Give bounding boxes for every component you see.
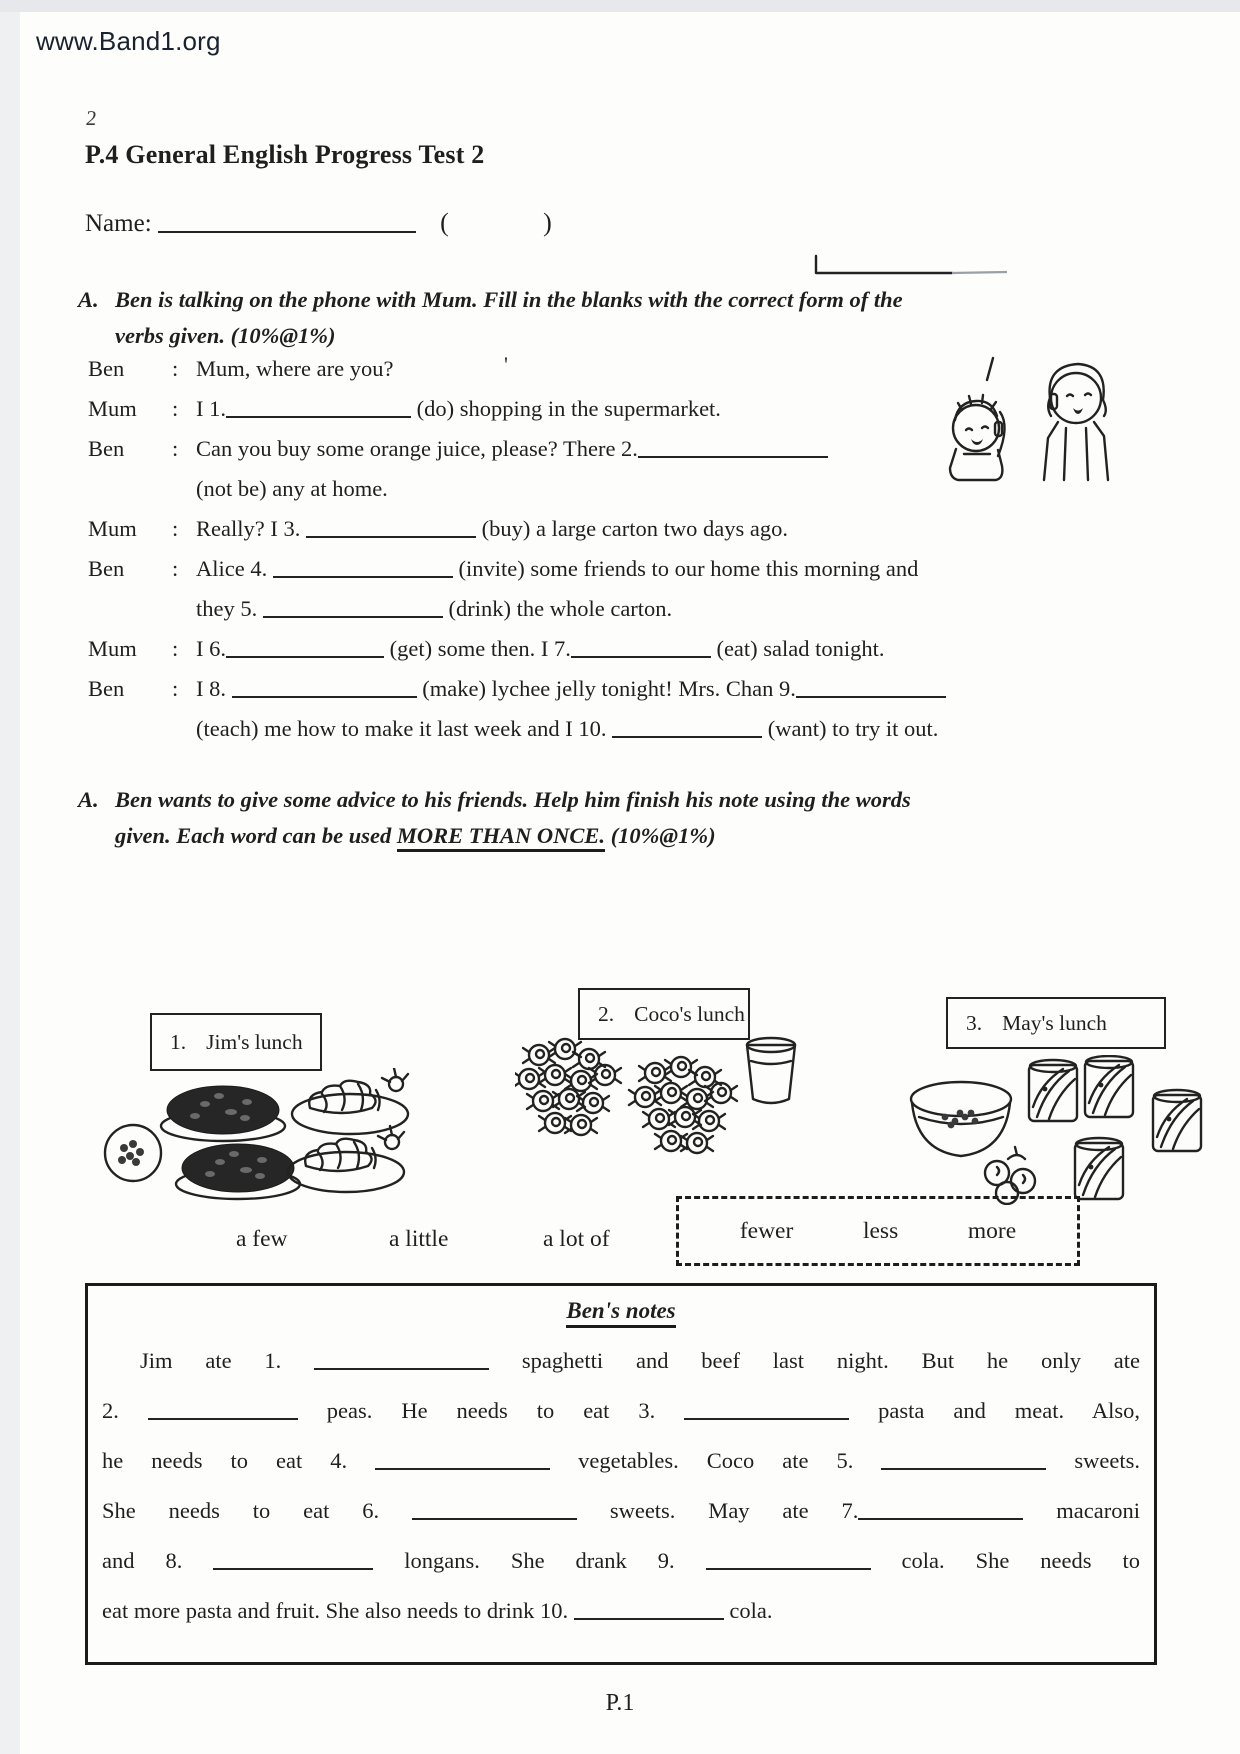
scan-edge-left	[0, 0, 20, 1754]
dialogue-row	[88, 716, 1118, 756]
dialogue-text	[196, 596, 1118, 622]
dialogue-row	[88, 596, 1118, 636]
page-number-mark: 2	[84, 106, 98, 130]
word-bank-word: a little	[389, 1226, 449, 1252]
section-a2-instructions	[78, 782, 1088, 854]
text-segment: pasta and meat. Also,	[849, 1398, 1141, 1423]
dialogue-row	[88, 516, 1118, 556]
site-url: www.Band1.org	[36, 26, 221, 56]
fill-in-blank-line	[375, 1453, 550, 1470]
text-segment: (get) some then. I 7.	[384, 636, 571, 661]
jims-lunch-label-box	[150, 1013, 322, 1071]
text-segment: sweets.	[1046, 1448, 1140, 1473]
dialogue-speaker: Ben	[88, 556, 125, 581]
dialogue-colon: :	[172, 396, 179, 421]
text-segment: I 6.	[196, 636, 226, 661]
more-than-once-underlined: MORE THAN ONCE.	[397, 823, 605, 852]
dialogue-colon: :	[172, 556, 179, 581]
page-title: P.4 General English Progress Test 2	[85, 140, 485, 169]
text-segment: (eat) salad tonight.	[710, 636, 885, 661]
fill-in-blank-line	[706, 1553, 871, 1570]
text-segment: Jim ate 1.	[140, 1348, 315, 1373]
dialogue-speaker: Mum	[88, 396, 137, 421]
section-a2-line2-pre: given. Each word can be used	[115, 823, 397, 848]
boy-and-mum-on-phone-illustration	[938, 346, 1120, 484]
notes-line	[102, 1536, 1140, 1586]
cocos-lunch-number: 2.	[598, 1001, 615, 1026]
word-bank-word: a lot of	[543, 1226, 610, 1252]
dialogue-speaker: Ben	[88, 356, 125, 381]
fill-in-blank-line	[226, 401, 411, 418]
notes-line	[102, 1436, 1140, 1486]
fill-in-blank-line	[684, 1403, 849, 1420]
dialogue-colon: :	[172, 356, 179, 381]
class-paren-open: (	[440, 208, 449, 237]
dialogue-text	[196, 516, 1118, 542]
fill-in-blank-line	[314, 1353, 489, 1370]
mays-lunch-label-box	[946, 997, 1166, 1049]
text-segment: they 5.	[196, 596, 263, 621]
text-segment: Mum, where are you?	[196, 356, 394, 381]
text-segment: (do) shopping in the supermarket.	[411, 396, 721, 421]
text-segment: Alice 4.	[196, 556, 273, 581]
text-segment: (drink) the whole carton.	[442, 596, 673, 621]
fill-in-blank-line	[571, 641, 711, 658]
mays-lunch-text: May's lunch	[1002, 1010, 1107, 1035]
fill-in-blank-line	[858, 1503, 1023, 1520]
dialogue-colon: :	[172, 676, 179, 701]
jims-lunch-number: 1.	[170, 1029, 187, 1054]
dialogue-speaker: Ben	[88, 676, 125, 701]
name-label: Name:	[85, 210, 152, 237]
name-blank-line	[158, 216, 416, 233]
fill-in-blank-line	[306, 521, 476, 538]
dialogue-colon: :	[172, 436, 179, 461]
section-a1-label: A.	[78, 287, 99, 312]
text-segment: cola.	[723, 1598, 773, 1623]
dialogue-text	[196, 636, 1118, 662]
cocos-lunch-text: Coco's lunch	[634, 1001, 745, 1026]
jims-lunch-text: Jim's lunch	[206, 1029, 303, 1054]
name-field-row	[85, 208, 552, 238]
text-segment: macaroni	[1023, 1498, 1140, 1523]
word-bank-dashed-box	[676, 1196, 1080, 1266]
word-bank-word: a few	[236, 1226, 288, 1252]
text-segment: spaghetti and beef last night. But he only ate	[489, 1348, 1141, 1373]
dialogue-text	[196, 676, 1118, 702]
text-segment: longans. She drank 9.	[373, 1548, 706, 1573]
dialogue-speaker: Ben	[88, 436, 125, 461]
mays-lunch-number: 3.	[966, 1010, 983, 1035]
text-segment: cola. She needs to	[870, 1548, 1140, 1573]
section-a1-line2: verbs given. (10%@1%)	[115, 323, 336, 348]
text-segment: I 8.	[196, 676, 232, 701]
notes-line	[102, 1336, 1140, 1386]
stray-scan-bracket-line	[812, 254, 1022, 280]
dialogue-colon: :	[172, 516, 179, 541]
text-segment: he needs to eat 4.	[102, 1448, 376, 1473]
section-a2-label: A.	[78, 787, 99, 812]
dialogue-colon: :	[172, 636, 179, 661]
fill-in-blank-line	[881, 1453, 1046, 1470]
stray-apostrophe-mark: '	[504, 352, 508, 377]
bens-notes-title	[88, 1298, 1154, 1324]
word-bank-word: more	[967, 1217, 1017, 1244]
notes-line	[102, 1586, 1140, 1636]
dialogue-row	[88, 676, 1118, 716]
text-segment: vegetables. Coco ate 5.	[550, 1448, 882, 1473]
dialogue-speaker: Mum	[88, 636, 137, 661]
dialogue-speaker: Mum	[88, 516, 137, 541]
fill-in-blank-line	[412, 1503, 577, 1520]
section-a2-line1: Ben wants to give some advice to his friends. Help him finish his note using the words	[115, 787, 911, 812]
text-segment: I 1.	[196, 396, 226, 421]
text-segment: (not be) any at home.	[196, 476, 388, 501]
cocos-lunch-illustration	[515, 1035, 805, 1165]
text-segment: (invite) some friends to our home this morning and	[452, 556, 919, 581]
word-bank-word: fewer	[739, 1217, 794, 1244]
jims-lunch-illustration	[78, 1068, 418, 1203]
bens-notes-box	[85, 1283, 1157, 1665]
mays-lunch-illustration	[905, 1055, 1205, 1205]
section-a1-instructions	[78, 282, 1088, 354]
notes-line	[102, 1386, 1140, 1436]
fill-in-blank-line	[273, 561, 453, 578]
text-segment: (make) lychee jelly tonight! Mrs. Chan 9.	[416, 676, 796, 701]
dialogue-text	[196, 716, 1118, 742]
scan-edge-top	[0, 0, 1240, 12]
fill-in-blank-line	[263, 601, 443, 618]
cocos-lunch-label-box	[578, 988, 750, 1040]
section-a2-line2-post: (10%@1%)	[605, 823, 716, 848]
text-segment: peas. He needs to eat 3.	[297, 1398, 685, 1423]
dialogue-row	[88, 636, 1118, 676]
fill-in-blank-line	[574, 1603, 724, 1620]
notes-line	[102, 1486, 1140, 1536]
bens-notes-body	[102, 1336, 1140, 1636]
fill-in-blank-line	[226, 641, 384, 658]
fill-in-blank-line	[796, 681, 946, 698]
dialogue-text	[196, 556, 1118, 582]
fill-in-blank-line	[148, 1403, 298, 1420]
class-paren-close: )	[543, 208, 552, 237]
section-a2-line2	[115, 818, 1088, 854]
text-segment: 2.	[102, 1398, 148, 1423]
text-segment: Can you buy some orange juice, please? There 2.	[196, 436, 638, 461]
text-segment: (buy) a large carton two days ago.	[475, 516, 788, 541]
text-segment: (teach) me how to make it last week and I 10.	[196, 716, 613, 741]
fill-in-blank-line	[213, 1553, 373, 1570]
bens-notes-title-text: Ben's notes	[566, 1298, 675, 1328]
text-segment: She needs to eat 6.	[102, 1498, 412, 1523]
word-bank-word: less	[862, 1217, 899, 1244]
text-segment: and 8.	[102, 1548, 214, 1573]
fill-in-blank-line	[638, 441, 828, 458]
text-segment: Really? I 3.	[196, 516, 306, 541]
page-footer-number: P.1	[605, 1690, 635, 1716]
text-segment: sweets. May ate 7.	[576, 1498, 859, 1523]
text-segment: eat more pasta and fruit. She also needs to drink 10.	[102, 1598, 574, 1623]
fill-in-blank-line	[612, 721, 762, 738]
text-segment: (want) to try it out.	[762, 716, 939, 741]
fill-in-blank-line	[232, 681, 417, 698]
section-a1-line1: Ben is talking on the phone with Mum. Fill in the blanks with the correct form of the	[115, 287, 903, 312]
dialogue-row	[88, 556, 1118, 596]
